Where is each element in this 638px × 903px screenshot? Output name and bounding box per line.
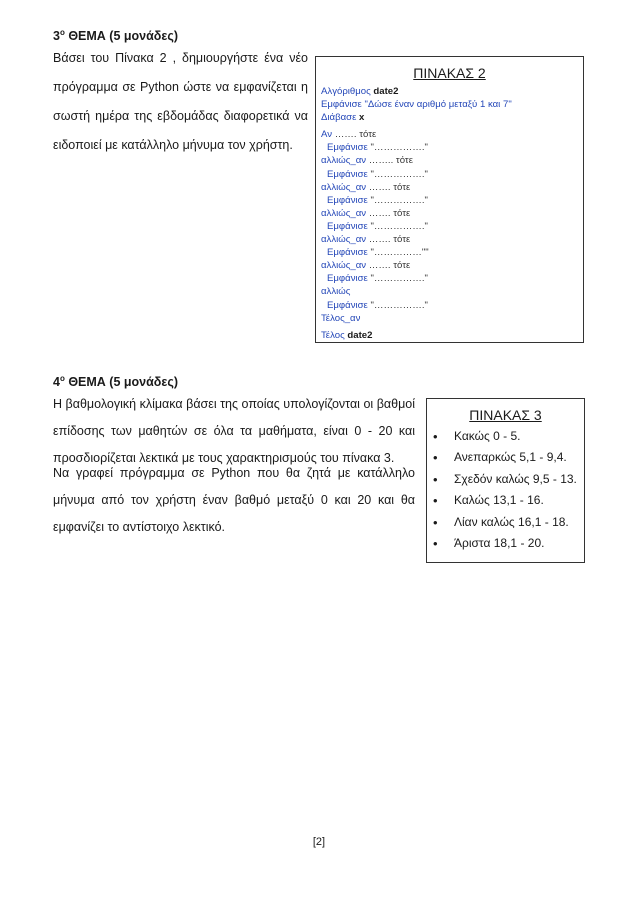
table2-line bbox=[321, 233, 583, 246]
table2-keyword: Αλγόριθμος bbox=[321, 86, 371, 97]
table2-line-text: …….. τότε bbox=[366, 155, 413, 167]
table2-keyword: Εμφάνισε bbox=[327, 273, 368, 285]
table2-keyword: αλλιώς_αν bbox=[321, 181, 367, 193]
table2-line-text: ……. τότε bbox=[332, 129, 377, 141]
table2-keyword: Εμφάνισε bbox=[327, 299, 368, 311]
table3-list bbox=[427, 426, 584, 554]
table2-line-text: "……………"" bbox=[367, 247, 429, 259]
table2-line bbox=[321, 312, 583, 325]
table2-keyword: Τέλος bbox=[321, 329, 345, 341]
table2-keyword: Εμφάνισε bbox=[327, 194, 368, 206]
table2-keyword: Αν bbox=[321, 129, 333, 141]
table2-line-text: ……. τότε bbox=[366, 181, 411, 193]
table2-line bbox=[321, 299, 583, 312]
table2-keyword: αλλιώς_αν bbox=[321, 155, 367, 167]
table2-keyword: αλλιώς_αν bbox=[321, 207, 367, 219]
table2-line bbox=[321, 259, 583, 272]
table2-line bbox=[321, 272, 583, 285]
table2-line bbox=[321, 329, 583, 342]
grade-item: • Άριστα 18,1 - 20. bbox=[427, 533, 584, 554]
table2-line-text: date2 bbox=[344, 329, 373, 341]
table2-keyword: Εμφάνισε bbox=[327, 142, 368, 154]
q4-paragraph-1: Η βαθμολογική κλίμακα βάσει της οποίας υπολογίζονται οι βαθμοί επίδοσης των μαθητών σε όλα τα μαθήματα, είναι 0 - 20 και προσδιορίζεται λεκτικά με τους χαρακτηρισμούς του πίνακα 3. bbox=[53, 397, 415, 465]
table2-line bbox=[321, 181, 583, 194]
table2-keyword: αλλιώς_αν bbox=[321, 260, 367, 272]
q4-paragraph-2: Να γραφεί πρόγραμμα σε Python που θα ζητά με κατάλληλο μήνυμα από τον χρήστη έναν βαθμό μεταξύ 0 και 20 και θα εμφανίζει το αντίστοιχο λεκτικό. bbox=[53, 466, 415, 534]
table2-line-text: ……. τότε bbox=[366, 234, 411, 246]
table2-line-text: "……………." bbox=[367, 142, 428, 154]
q4-heading bbox=[53, 374, 178, 389]
table2-line bbox=[321, 98, 583, 111]
table2-box bbox=[315, 56, 584, 343]
table2-line bbox=[321, 285, 583, 298]
table2-line bbox=[321, 246, 583, 259]
table2-line bbox=[321, 194, 583, 207]
table2-line bbox=[321, 168, 583, 181]
q4-number: 4 bbox=[53, 375, 60, 390]
q3-number: 3 bbox=[53, 29, 60, 44]
table2-line bbox=[321, 141, 583, 154]
q3-paragraph: Βάσει του Πίνακα 2 , δημιουργήστε ένα νέο πρόγραμμα σε Python ώστε να εμφανίζεται η σωστή ημέρα της εβδομάδας διαφορετικά να ειδοποιεί με κατάλληλο μήνυμα τον χρήστη. bbox=[53, 51, 308, 152]
grade-item: • Σχεδόν καλώς 9,5 - 13. bbox=[427, 469, 584, 490]
table2-keyword: Εμφάνισε bbox=[327, 168, 368, 180]
table2-line-text: "……………." bbox=[367, 194, 428, 206]
table2-line-text: "Δώσε έναν αριθμό μεταξύ 1 και 7" bbox=[361, 99, 512, 111]
table2-line-text: "……………." bbox=[367, 273, 428, 285]
table3-title: ΠΙΝΑΚΑΣ 3 bbox=[469, 407, 542, 423]
table2-code bbox=[321, 85, 583, 342]
q4-ordinal: ο bbox=[59, 374, 65, 383]
table2-title: ΠΙΝΑΚΑΣ 2 bbox=[413, 65, 486, 81]
grade-item: • Λίαν καλώς 16,1 - 18. bbox=[427, 512, 584, 533]
table2-keyword: αλλιώς bbox=[321, 286, 351, 298]
table2-line-text: x bbox=[356, 112, 365, 124]
grade-item: • Ανεπαρκώς 5,1 - 9,4. bbox=[427, 447, 584, 468]
table2-line bbox=[321, 128, 583, 141]
table2-keyword: Εμφάνισε bbox=[321, 99, 362, 111]
page-number: [2] bbox=[312, 836, 326, 848]
table2-line bbox=[321, 207, 583, 220]
grade-item: • Κακώς 0 - 5. bbox=[427, 426, 584, 447]
table2-line-text: "……………." bbox=[367, 168, 428, 180]
q3-ordinal: ο bbox=[59, 28, 65, 37]
table2-line-text: ……. τότε bbox=[366, 260, 411, 272]
table2-keyword: Διάβασε bbox=[321, 112, 357, 124]
grade-item: • Καλώς 13,1 - 16. bbox=[427, 490, 584, 511]
table2-line-text: date2 bbox=[370, 86, 399, 97]
table2-line-text: "……………." bbox=[367, 299, 428, 311]
table2-keyword: Εμφάνισε bbox=[327, 220, 368, 232]
table3-box bbox=[426, 398, 585, 563]
table2-line bbox=[321, 111, 583, 124]
table2-keyword: Εμφάνισε bbox=[327, 247, 368, 259]
table2-keyword: αλλιώς_αν bbox=[321, 234, 367, 246]
table2-keyword: Τέλος_αν bbox=[321, 312, 361, 324]
table2-line bbox=[321, 85, 583, 98]
table2-line bbox=[321, 220, 583, 233]
q3-heading bbox=[53, 28, 178, 43]
table2-line bbox=[321, 154, 583, 167]
table2-line-text: "……………." bbox=[367, 220, 428, 232]
q4-title: ΘΕΜΑ (5 μονάδες) bbox=[68, 375, 178, 390]
q3-title: ΘΕΜΑ (5 μονάδες) bbox=[68, 29, 178, 44]
table2-line-text: ……. τότε bbox=[366, 207, 411, 219]
